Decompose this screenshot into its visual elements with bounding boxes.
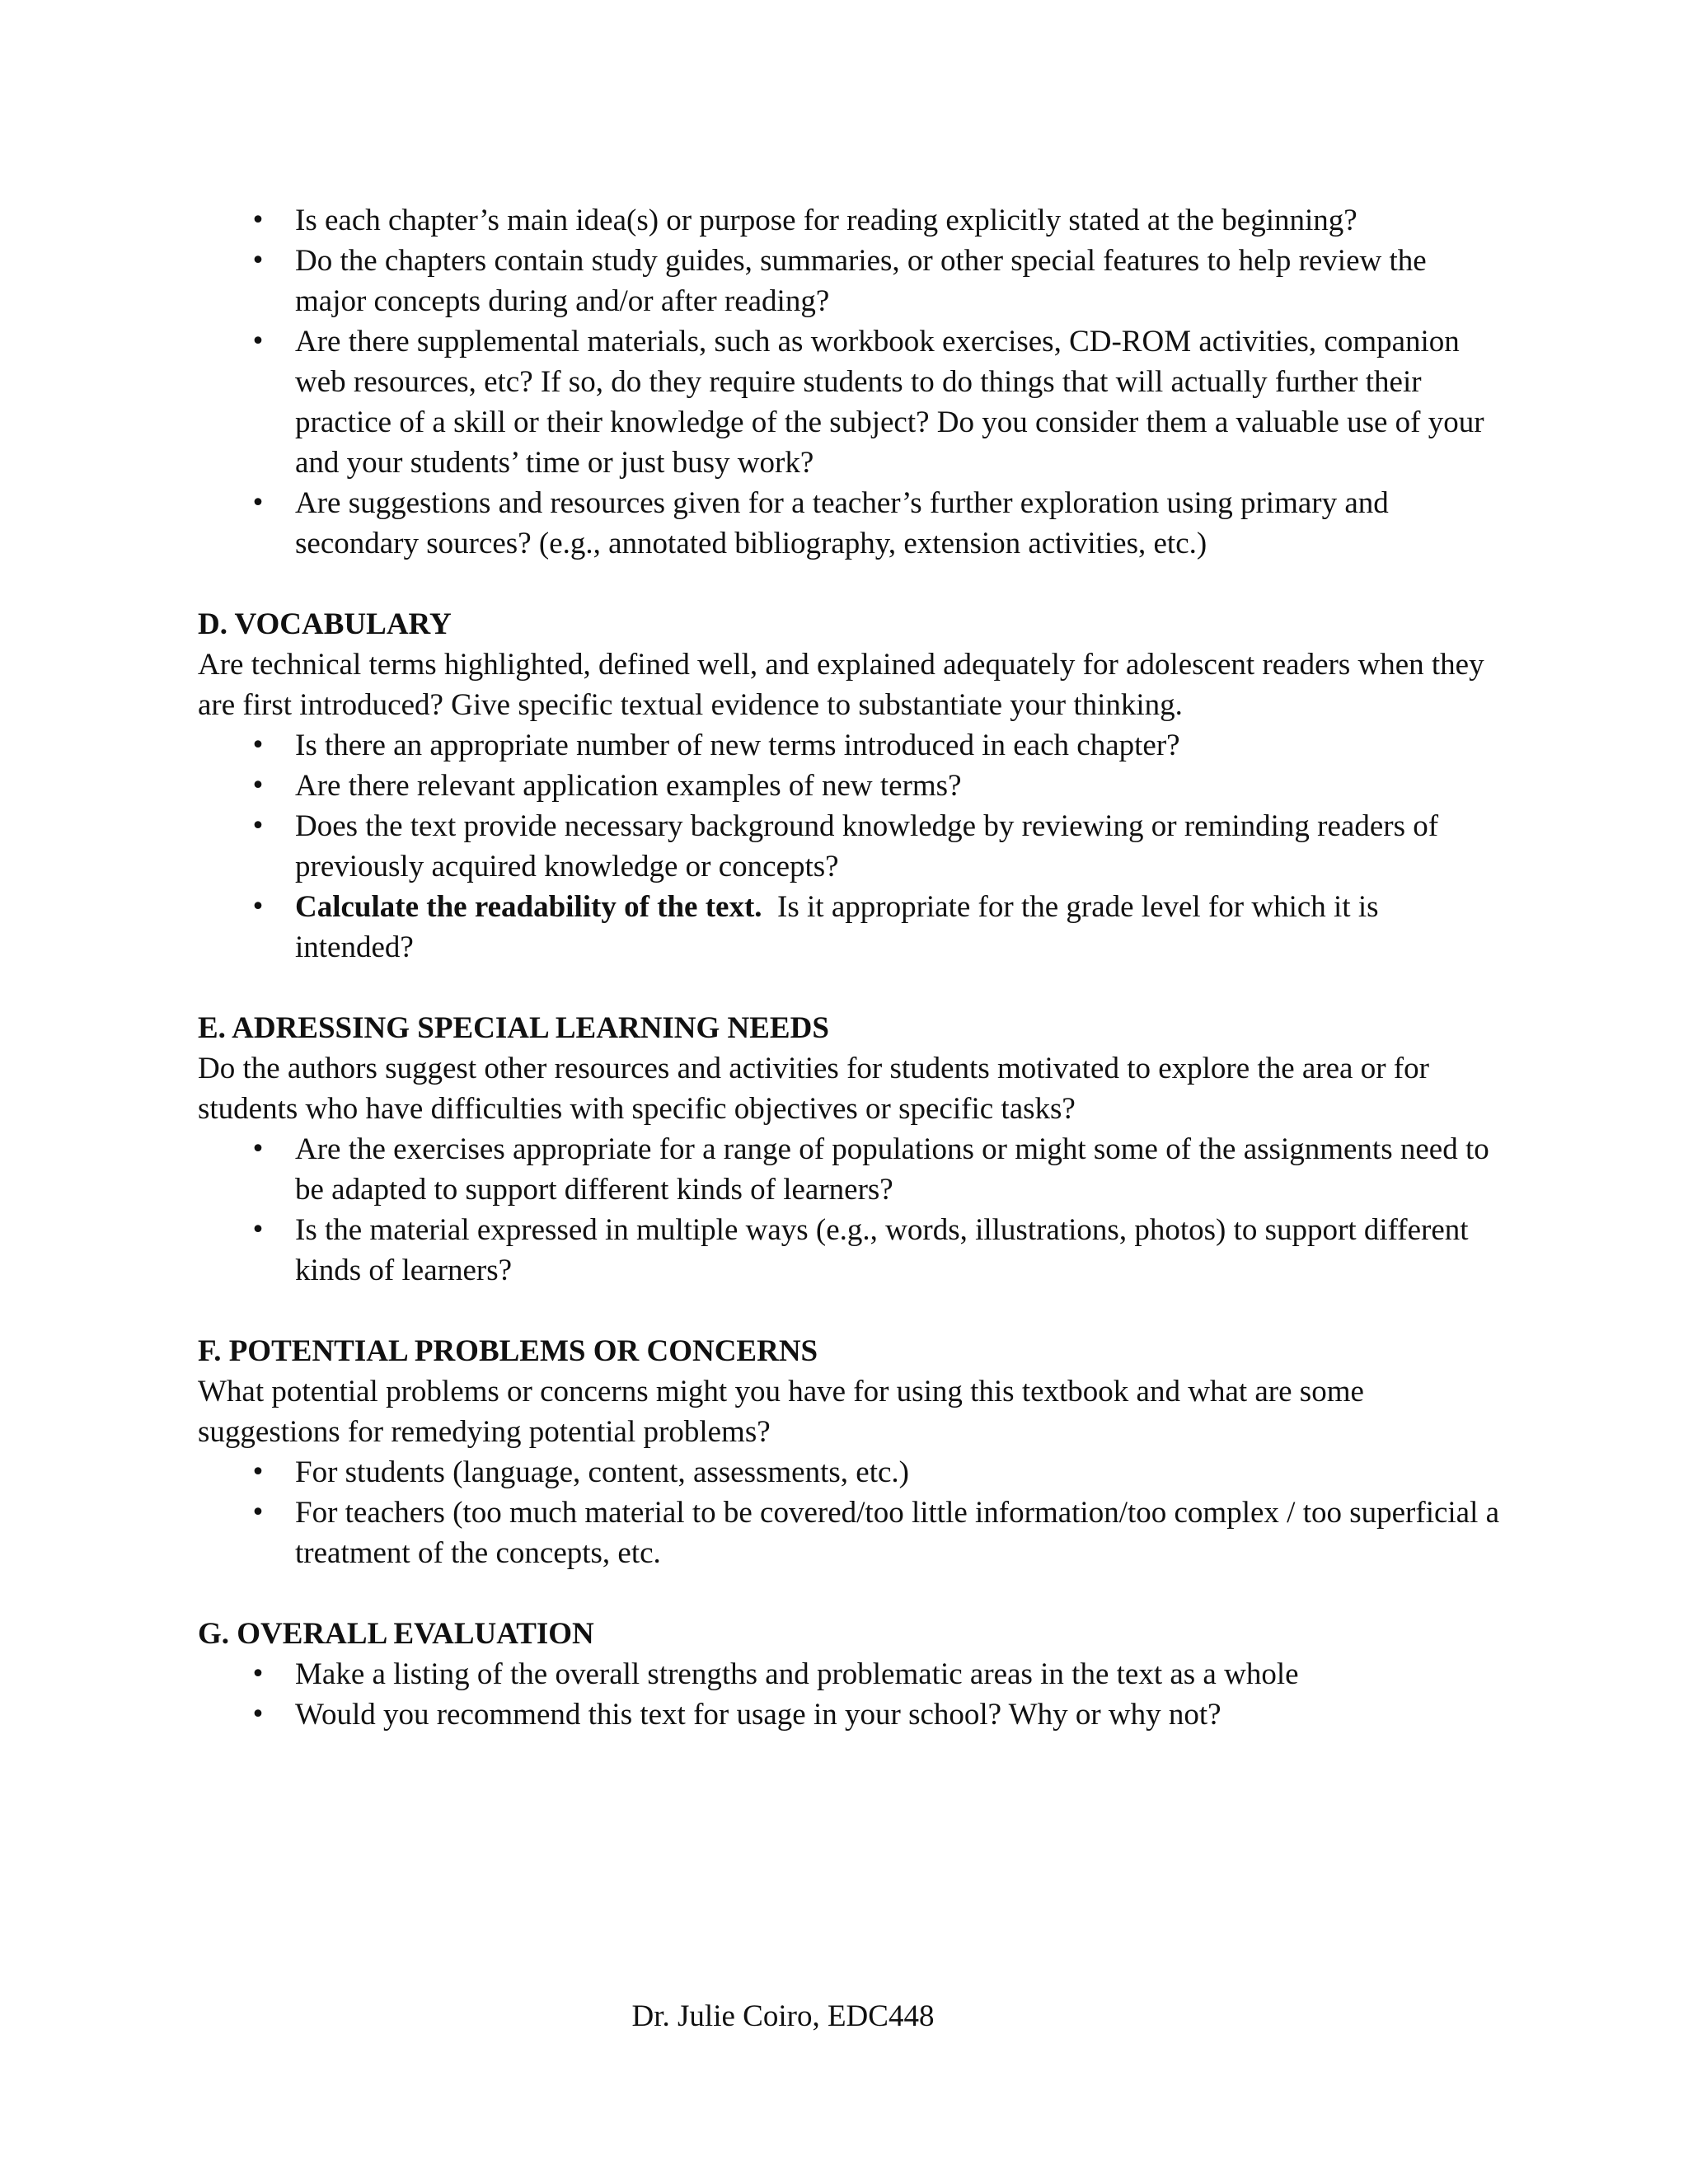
list-item-text: Are there relevant application examples of new terms? [295,769,962,803]
page-content [198,200,1500,1735]
list-item-text: Is the material expressed in multiple ways (e.g., words, illustrations, photos) to support different kinds of learners? [295,1213,1469,1287]
section-problems [198,1331,1500,1573]
bullet-icon: • [251,246,265,275]
list-item [251,1694,1500,1735]
bullet-icon: • [251,1700,265,1729]
list-item [251,200,1500,241]
list-item-text: Do the chapters contain study guides, summaries, or other special features to help review the major concepts during and/or after reading? [295,244,1427,318]
list-item-text: Make a listing of the overall strengths and problematic areas in the text as a whole [295,1657,1299,1691]
list-item [251,1493,1500,1573]
bullet-icon: • [251,1135,265,1164]
bullet-icon: • [251,812,265,841]
list-item [251,1452,1500,1493]
section-title: D. VOCABULARY [198,607,452,641]
top-bullet-list [198,200,1500,564]
vocabulary-bullet-list [198,725,1500,968]
bullet-icon: • [251,327,265,356]
bullet-icon: • [251,1498,265,1527]
list-item [251,725,1500,766]
bullet-icon: • [251,206,265,235]
list-item [251,321,1500,483]
bullet-icon: • [251,731,265,760]
list-item [251,766,1500,806]
special-needs-bullet-list [198,1129,1500,1291]
page-footer: Dr. Julie Coiro, EDC448 [631,1999,935,2033]
bullet-icon: • [251,1216,265,1244]
readability-rest: Is it appropriate for the grade level for which it is intended? [295,890,1386,964]
readability-lead: Calculate the readability of the text. [295,890,762,924]
bullet-icon: • [251,1458,265,1487]
section-vocabulary [198,604,1500,968]
list-item [251,887,1500,968]
list-item-text: For teachers (too much material to be covered/too little information/too complex / too superficial a treatment of the concepts, etc. [295,1496,1500,1570]
list-item-text: For students (language, content, assessments, etc.) [295,1455,909,1489]
bullet-icon: • [251,1660,265,1689]
section-intro: What potential problems or concerns might you have for using this textbook and what are some suggestions for remedying potential problems? [198,1375,1364,1449]
bullet-icon: • [251,893,265,921]
list-item [251,241,1500,321]
list-item-text: Would you recommend this text for usage in your school? Why or why not? [295,1698,1221,1732]
list-item [251,1654,1500,1694]
bullet-icon: • [251,771,265,800]
list-item-text: Are suggestions and resources given for a teacher’s further exploration using primary and secondary sources? (e.g., annotated bibliography, extension activities, etc.) [295,486,1389,560]
list-item-text: Does the text provide necessary background knowledge by reviewing or reminding readers of previously acquired knowledge or concepts? [295,809,1439,883]
section-evaluation [198,1614,1500,1735]
section-title: E. ADRESSING SPECIAL LEARNING NEEDS [198,1011,829,1045]
section-intro: Are technical terms highlighted, defined well, and explained adequately for adolescent readers when they are first introduced? Give specific textual evidence to substantiate your thinking. [198,648,1484,722]
list-item-text: Are there supplemental materials, such as workbook exercises, CD-ROM activities, companion web resources, etc? If so, do they require students to do things that will actually further their practice of a skill or their knowledge of the subject? Do you consider them a valuable use of your and your students’ time or just busy work? [295,325,1484,480]
section-intro: Do the authors suggest other resources and activities for students motivated to explore the area or for students who have difficulties with specific objectives or specific tasks? [198,1052,1429,1126]
bullet-icon: • [251,489,265,518]
list-item-text: Are the exercises appropriate for a range of populations or might some of the assignments need to be adapted to support different kinds of learners? [295,1132,1489,1207]
list-item [251,1129,1500,1210]
problems-bullet-list [198,1452,1500,1573]
list-item-text: Is there an appropriate number of new terms introduced in each chapter? [295,729,1180,762]
list-item-text: Is each chapter’s main idea(s) or purpose for reading explicitly stated at the beginning? [295,204,1357,237]
list-item [251,483,1500,564]
section-special-needs [198,1008,1500,1291]
section-title: G. OVERALL EVALUATION [198,1617,594,1651]
evaluation-bullet-list [198,1654,1500,1735]
list-item [251,806,1500,887]
list-item [251,1210,1500,1291]
section-title: F. POTENTIAL PROBLEMS OR CONCERNS [198,1334,818,1368]
